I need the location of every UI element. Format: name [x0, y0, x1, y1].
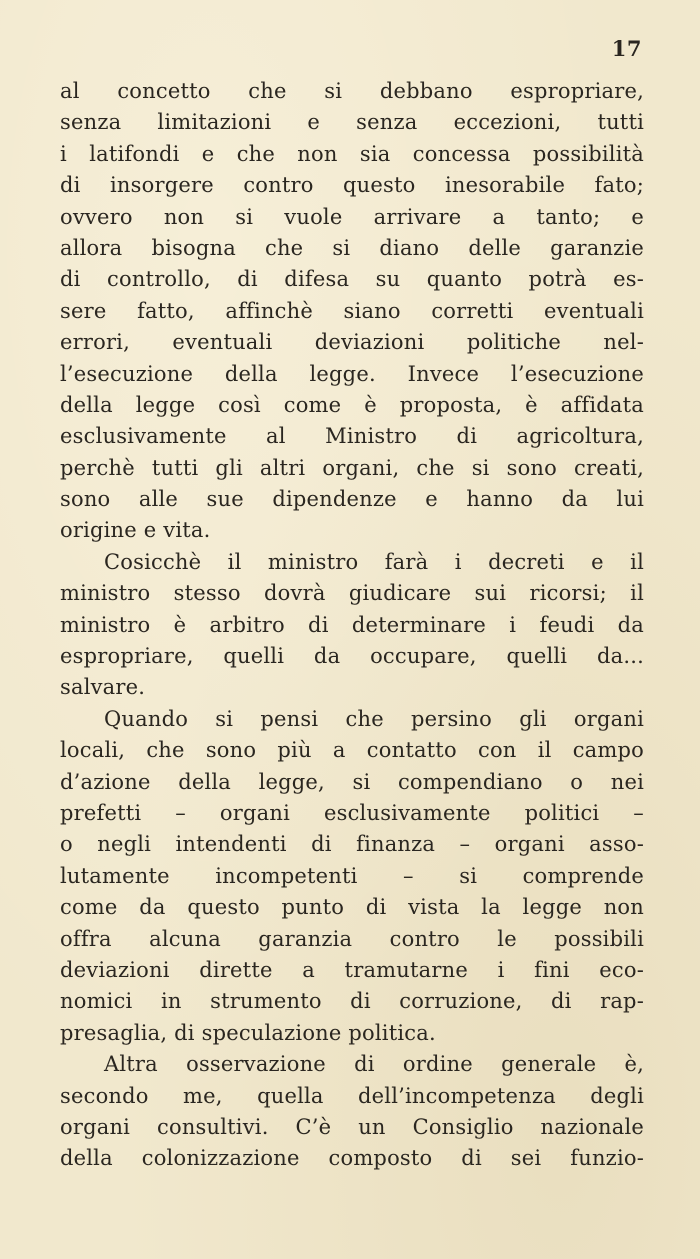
text-line: come da questo punto di vista la legge non — [60, 895, 644, 920]
text-line: organi consultivi. C’è un Consiglio nazionale — [60, 1114, 644, 1139]
text-line: l’esecuzione della legge. Invece l’esecuzione — [60, 361, 644, 386]
text-line: perchè tutti gli altri organi, che si sono creati, — [60, 455, 644, 480]
text-line: offra alcuna garanzia contro le possibili — [60, 926, 644, 951]
text-line: Altra osservazione di ordine generale è, — [104, 1052, 644, 1077]
paragraph-4 — [60, 1049, 644, 1175]
text-line: ministro è arbitro di determinare i feudi da — [60, 612, 644, 637]
text-line: Cosicchè il ministro farà i decreti e il — [104, 549, 644, 574]
text-line: origine e vita. — [60, 518, 211, 543]
text-line: ovvero non si vuole arrivare a tanto; e — [60, 204, 644, 229]
text-line: della legge così come è proposta, è affidata — [60, 392, 644, 417]
text-line: salvare. — [60, 675, 146, 700]
text-line: al concetto che si debbano espropriare, — [60, 79, 644, 103]
text-line: lutamente incompetenti – si comprende — [60, 863, 644, 888]
paragraph-2 — [60, 547, 644, 704]
text-line: espropriare, quelli da occupare, quelli da... — [60, 644, 644, 669]
text-line: Quando si pensi che persino gli organi — [104, 706, 644, 731]
paragraph-3 — [60, 704, 644, 1049]
text-line: senza limitazioni e senza eccezioni, tutti — [60, 110, 644, 135]
text-line: di insorgere contro questo inesorabile fato; — [60, 173, 644, 198]
text-line: deviazioni dirette a tramutarne i fini eco- — [60, 957, 644, 982]
text-line: della colonizzazione composto di sei funzio- — [60, 1146, 644, 1171]
page-number: 17 — [611, 36, 642, 61]
text-line: prefetti – organi esclusivamente politici – — [60, 800, 644, 825]
text-line: esclusivamente al Ministro di agricoltura, — [60, 424, 644, 449]
text-body — [60, 76, 644, 1175]
text-line: allora bisogna che si diano delle garanzie — [60, 235, 644, 260]
paragraph-1 — [60, 76, 644, 547]
text-line: sere fatto, affinchè siano corretti eventuali — [60, 298, 644, 323]
text-line: errori, eventuali deviazioni politiche nel- — [60, 330, 644, 355]
text-line: secondo me, quella dell’incompetenza degli — [60, 1083, 644, 1108]
text-line: nomici in strumento di corruzione, di rap- — [60, 989, 644, 1014]
text-line: sono alle sue dipendenze e hanno da lui — [60, 487, 644, 512]
text-line: d’azione della legge, si compendiano o nei — [60, 769, 644, 794]
text-line: ministro stesso dovrà giudicare sui ricorsi; il — [60, 581, 644, 606]
text-line: presaglia, di speculazione politica. — [60, 1020, 436, 1045]
text-line: locali, che sono più a contatto con il campo — [60, 738, 644, 763]
text-line: di controllo, di difesa su quanto potrà es- — [60, 267, 644, 292]
text-line: o negli intendenti di finanza – organi asso- — [60, 832, 644, 857]
text-line: i latifondi e che non sia concessa possibilità — [60, 141, 644, 166]
